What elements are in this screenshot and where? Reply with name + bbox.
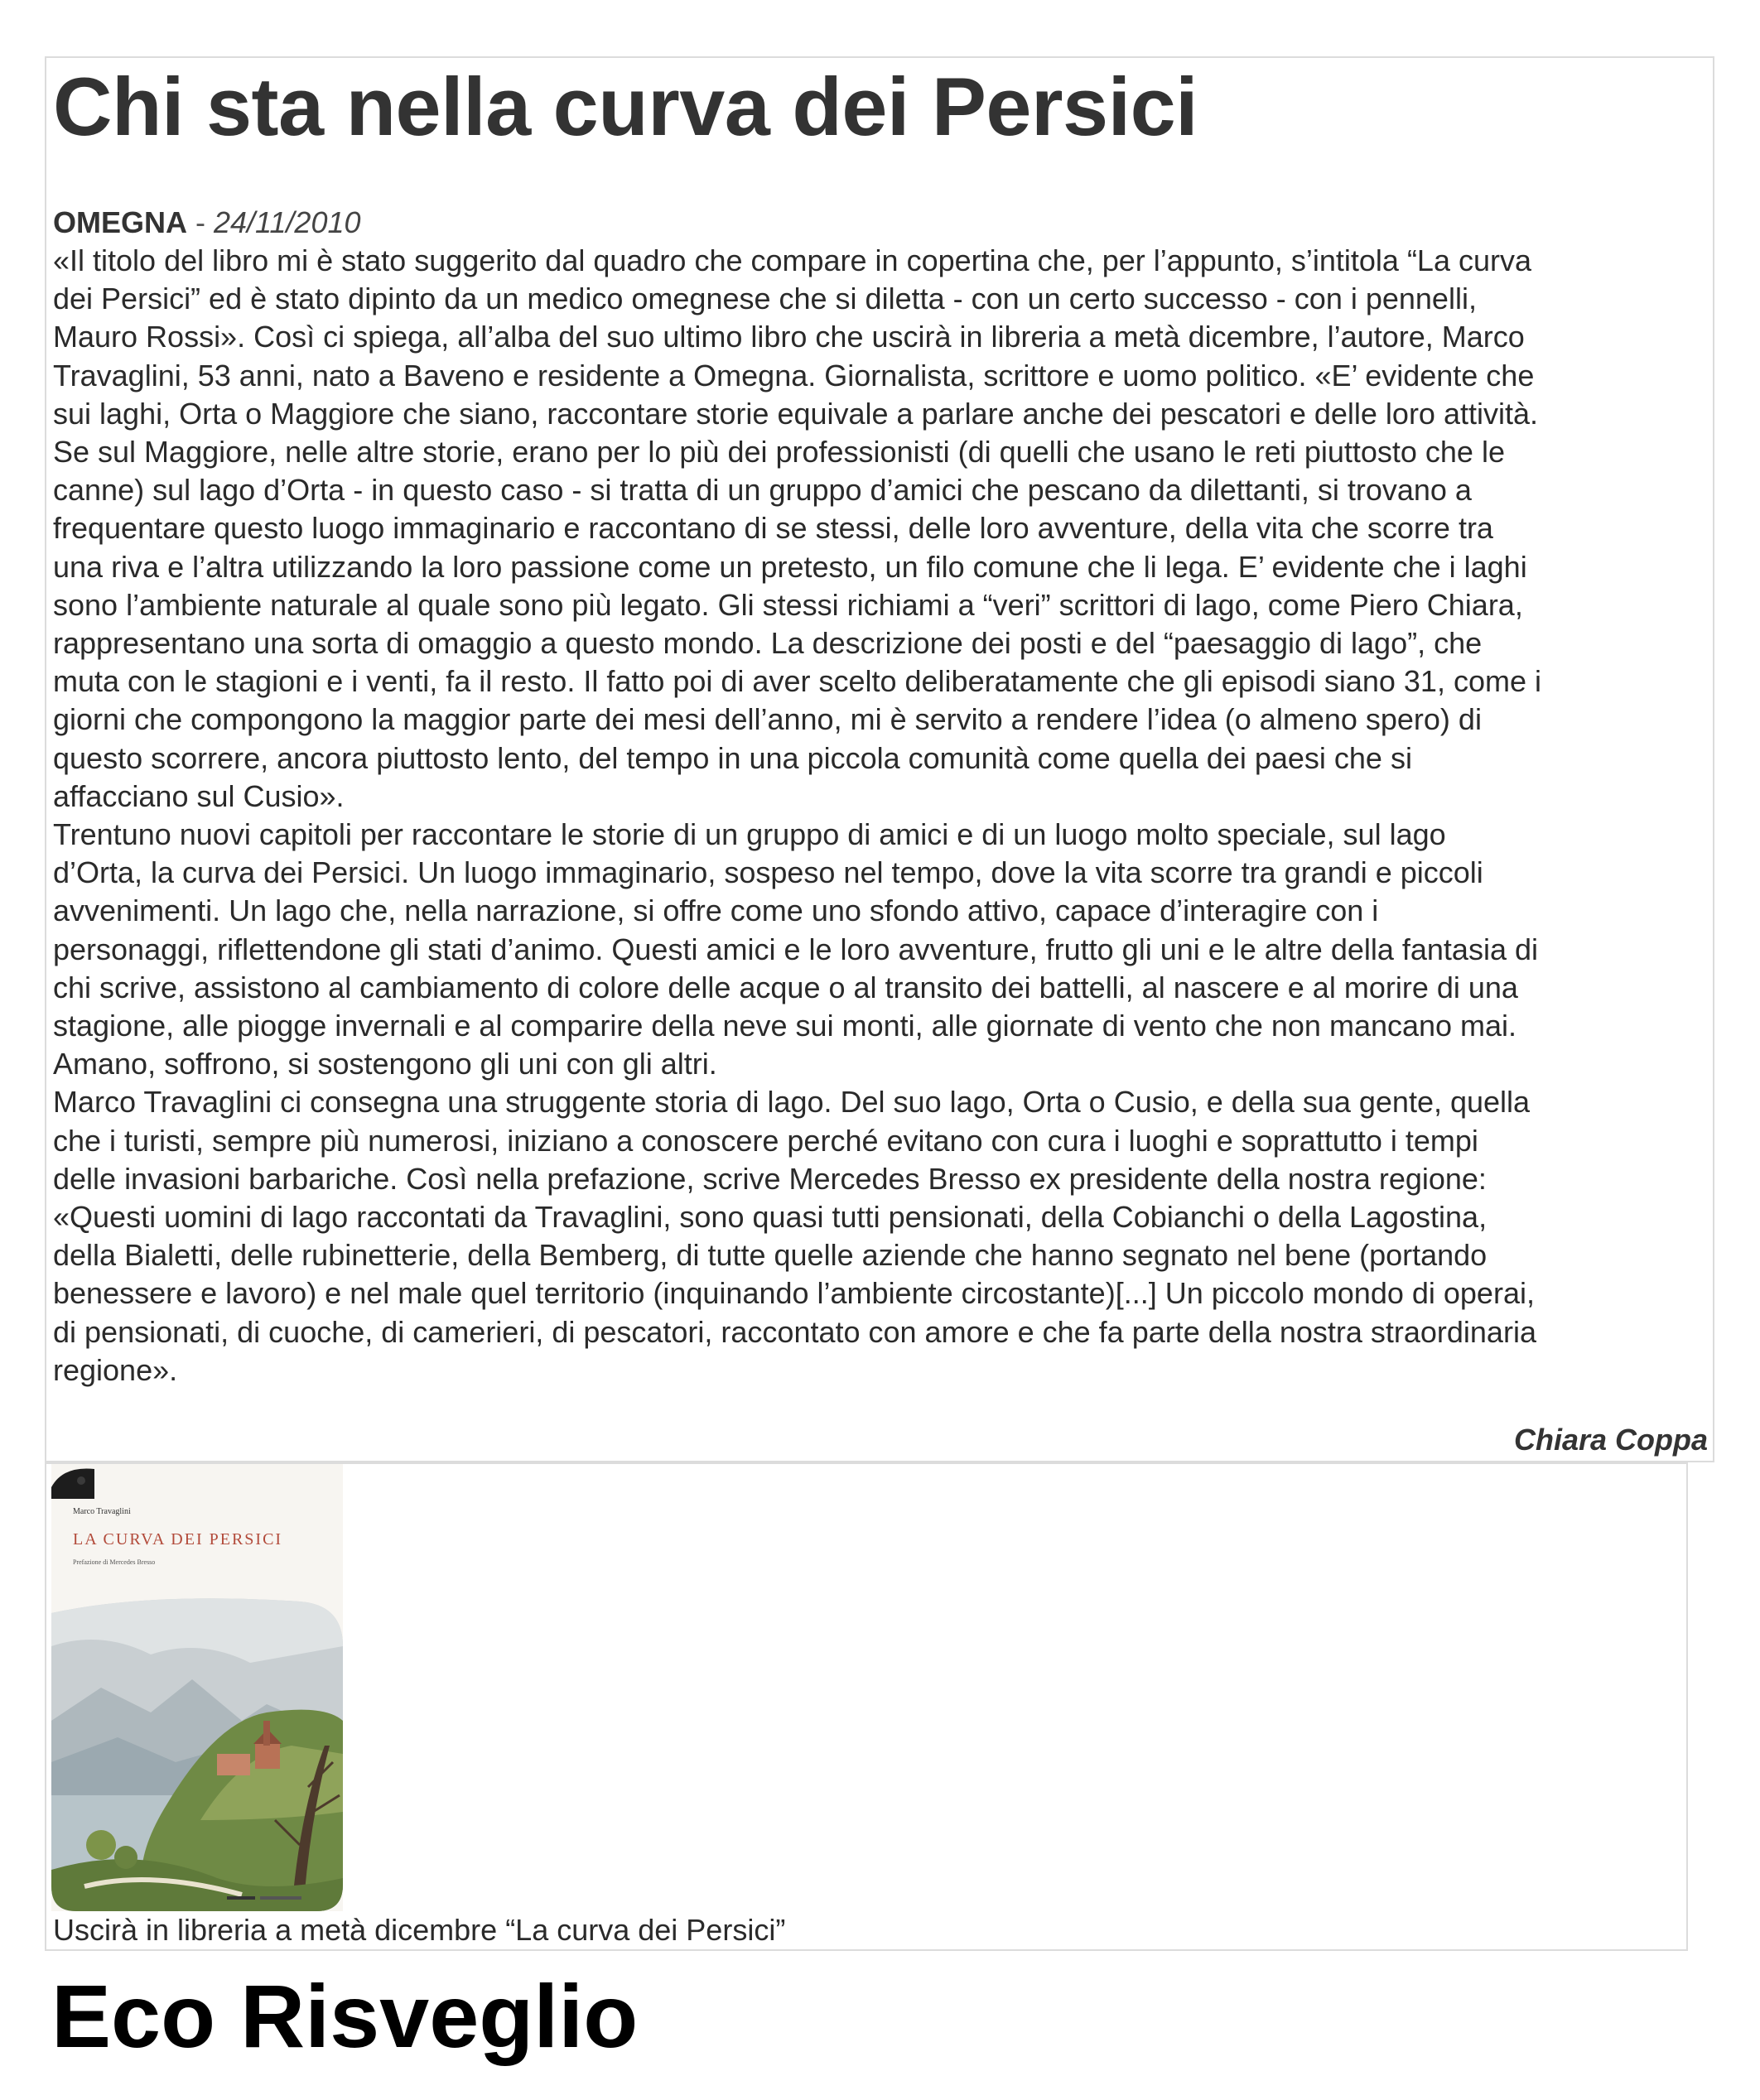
- image-box: [45, 1462, 1688, 1951]
- dateline: [53, 204, 361, 242]
- article-paragraph-1: «Il titolo del libro mi è stato suggerito dal quadro che compare in copertina che, per l’appunto, s’intitola “La curva dei Persici” ed è stato dipinto da un medico omegnese che si diletta - con un certo successo - con i pennelli, Mauro Rossi». Così ci spiega, all’alba del suo ultimo libro che uscirà in libreria a metà dicembre, l’autore, Marco Travaglini, 53 anni, nato a Baveno e residente a Omegna. Giornalista, scrittore e uomo politico. «E’ evidente che sui laghi, Orta o Maggiore che siano, raccontare storie equivale a parlare anche dei pescatori e delle loro attività. Se sul Maggiore, nelle altre storie, erano per lo più dei professionisti (di quelli che usano le reti piuttosto che le canne) sul lago d’Orta - in questo caso - si tratta di un gruppo d’amici che pescano da dilettanti, si trovano a frequentare questo luogo immaginario e raccontano di se stessi, delle loro avventure, della vita che scorre tra una riva e l’altra utilizzando la loro passione come un pretesto, un filo comune che li lega. E’ evidente che i laghi sono l’ambiente naturale al quale sono più legato. Gli stessi richiami a “veri” scrittori di lago, come Piero Chiara, rappresentano una sorta di omaggio a questo mondo. La descrizione dei posti e del “paesaggio di lago”, che muta con le stagioni e i venti, fa il resto. Il fatto poi di aver scelto deliberatamente che gli episodi siano 31, come i giorni che compongono la maggior parte dei mesi dell’anno, mi è servito a rendere l’idea (o almeno spero) di questo scorrere, ancora piuttosto lento, del tempo in una piccola comunità come quella dei paesi che si affacciano sul Cusio».: [53, 243, 1541, 813]
- cover-preface: Prefazione di Mercedes Bresso: [73, 1558, 156, 1566]
- cover-corner-emblem: [51, 1464, 101, 1499]
- article-title: Chi sta nella curva dei Persici: [53, 60, 1198, 152]
- book-cover-image: [51, 1464, 343, 1911]
- source-name: Eco Risveglio: [51, 1966, 639, 2066]
- article-box: [45, 56, 1714, 1462]
- cover-title: LA CURVA DEI PERSICI: [73, 1530, 283, 1549]
- image-caption: Uscirà in libreria a metà dicembre “La curva dei Persici”: [53, 1913, 786, 1947]
- dateline-place: OMEGNA: [53, 205, 187, 239]
- article-paragraph-3: Marco Travaglini ci consegna una struggente storia di lago. Del suo lago, Orta o Cusio, e della sua gente, quella che i turisti, sempre più numerosi, iniziano a conoscere perché evitano con cura i luoghi e soprattutto i tempi delle invasioni barbariche. Così nella prefazione, scrive Mercedes Bresso ex presidente della nostra regione: «Questi uomini di lago raccontati da Travaglini, sono quasi tutti pensionati, della Cobianchi o della Lagostina, della Bialetti, delle rubinetterie, della Bemberg, di tutte quelle aziende che hanno segnato nel bene (portando benessere e lavoro) e nel male quel territorio (inquinando l’ambiente circostante)[...] Un piccolo mondo di operai, di pensionati, di cuoche, di camerieri, di pescatori, raccontato con amore e che fa parte della nostra straordinaria regione».: [53, 1085, 1536, 1387]
- article-paragraph-2: Trentuno nuovi capitoli per raccontare le storie di un gruppo di amici e di un luogo molto speciale, sul lago d’Orta, la curva dei Persici. Un luogo immaginario, sospeso nel tempo, dove la vita scorre tra grandi e piccoli avvenimenti. Un lago che, nella narrazione, si offre come uno sfondo attivo, capace d’interagire con i personaggi, riflettendone gli stati d’animo. Questi amici e le loro avventure, frutto gli uni e le altre della fantasia di chi scrive, assistono al cambiamento di colore delle acque o al transito dei battelli, al nascere e al morire di una stagione, alle piogge invernali e al comparire della neve sui monti, alle giornate di vento che non mancano mai. Amano, soffrono, si sostengono gli uni con gli altri.: [53, 817, 1538, 1081]
- dateline-separator: -: [187, 205, 214, 239]
- cover-painting: [51, 1597, 343, 1911]
- article-body: [53, 242, 1709, 1390]
- article-author: Chiara Coppa: [1513, 1423, 1708, 1457]
- cover-author: Marco Travaglini: [73, 1507, 131, 1516]
- dateline-date: 24/11/2010: [214, 205, 361, 239]
